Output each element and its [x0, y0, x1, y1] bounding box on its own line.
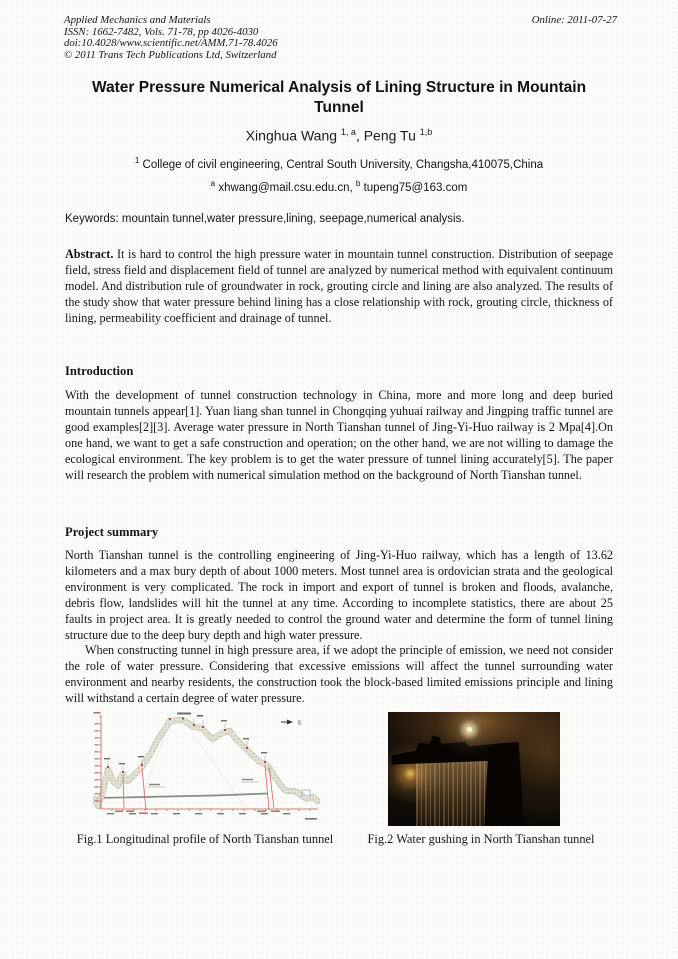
project-summary-paragraph-1: North Tianshan tunnel is the controlling engineering of Jing-Yi-Huo railway, which has a length of 13.62 kilometers and a max bury depth of about 1000 meters. Most tunnel area is ordovician strata and the geological environment is very complicated. The rock in import and export of tunnel is broken and floods, avalanche, debris flow, landslides will hit the tunnel at any time. According to incomplete statistics, there are about 25 faults in project area. It is greatly needed to control the ground water and determine the form of tunnel lining structure due to the deep bury depth and high water pressure. — [65, 548, 613, 642]
waterfall-spray — [416, 761, 493, 826]
doi-line: doi:10.4028/www.scientific.net/AMM.71-78.4026 — [64, 37, 278, 50]
project-summary-paragraphs — [65, 548, 613, 707]
authors-line — [0, 127, 678, 144]
email-b: tupeng75@163.com — [363, 181, 468, 194]
affiliation-text: College of civil engineering, Central South University, Changsha,410075,China — [142, 158, 544, 171]
section-heading-introduction: Introduction — [65, 364, 134, 378]
author-2-name: Peng Tu — [363, 127, 416, 144]
project-summary-paragraph-2: When constructing tunnel in high pressure area, if we adopt the principle of emission, we need not consider the role of water pressure. Considering that excessive emissions will affect the tunnel surrounding water environment and nearby residents, the construction took the block-based limited emissions principle and lining will withstand a certain degree of water pressure. — [65, 643, 613, 706]
fig2-caption: Fig.2 Water gushing in North Tianshan tunnel — [367, 832, 595, 846]
email-b-superscript: b — [355, 179, 361, 188]
tunnel-alignment-line — [96, 794, 268, 799]
abstract-text: It is hard to control the high pressure water in mountain tunnel construction. Distribution of seepage field, stress field and displacement field of tunnel are analyzed by numerical method with equivalent continuum model. And distribution rule of groundwater in rock, grouting circle and lining are also analyzed. The results of the study show that water pressure behind lining has a close relationship with rock, grouting circle, thickness of lining, permeability coefficient and drainage of tunnel. — [65, 247, 613, 325]
introduction-paragraph: With the development of tunnel construction technology in China, more and more long and deep buried mountain tunnels appear[1]. Yuan liang shan tunnel in Chongqing yuhuai railway and Jingping traffic tunnel are good examples[2][3]. Average water pressure in North Tianshan tunnel of Jing-Yi-Huo railway is 2 Mpa[4].On one hand, we want to get a safe construction and operation; on the other hand, we are not willing to damage the ecological environment. The key problem is to get the water pressure of tunnel lining accurately[5]. The paper will research the problem with numerical simulation method on the background of North Tianshan tunnel. — [65, 388, 613, 482]
author-2-superscript: 1,b — [419, 127, 433, 137]
paper-title: Water Pressure Numerical Analysis of Lining Structure in Mountain Tunnel — [91, 79, 587, 116]
journal-title: Applied Mechanics and Materials — [64, 14, 211, 26]
section-heading-project-summary: Project summary — [65, 525, 159, 539]
affiliation-line — [0, 156, 678, 171]
terrain-surface-band — [95, 720, 318, 806]
email-a-superscript: a — [210, 179, 216, 188]
email-a: xhwang@mail.csu.edu.cn, — [218, 181, 353, 194]
emails-line — [0, 179, 678, 194]
fig1-longitudinal-profile-chart — [93, 711, 320, 823]
fig1-caption: Fig.1 Longitudinal profile of North Tianshan tunnel — [76, 832, 334, 846]
east-arrow — [281, 721, 302, 727]
online-date: Online: 2011-07-27 — [531, 14, 617, 26]
elevation-axis-tick-labels — [94, 712, 101, 801]
author-separator: , — [355, 127, 364, 144]
tunnel-lamp-icon — [467, 727, 472, 732]
journal-header — [64, 15, 617, 62]
keywords-line — [65, 213, 618, 225]
mileage-axis-tick-labels — [107, 813, 317, 820]
keywords-text: mountain tunnel,water pressure,lining, seepage,numerical analysis. — [121, 213, 465, 225]
author-1-superscript: 1, a — [340, 127, 356, 137]
keywords-label: Keywords: — [65, 213, 119, 225]
affiliation-superscript: 1 — [134, 156, 140, 165]
journal-info-block — [64, 15, 278, 62]
abstract-label: Abstract. — [65, 247, 114, 261]
copyright-line: © 2011 Trans Tech Publications Ltd, Switzerland — [64, 49, 277, 62]
issn-line: ISSN: 1662-7482, Vols. 71-78, pp 4026-4030 — [64, 25, 259, 38]
fault-lines — [123, 765, 274, 810]
abstract-paragraph — [65, 247, 613, 327]
east-arrow-label: E — [298, 720, 302, 727]
author-1-name: Xinghua Wang — [245, 127, 338, 144]
fig2-water-gushing-photo — [388, 712, 560, 826]
annotation-labels — [148, 779, 258, 787]
